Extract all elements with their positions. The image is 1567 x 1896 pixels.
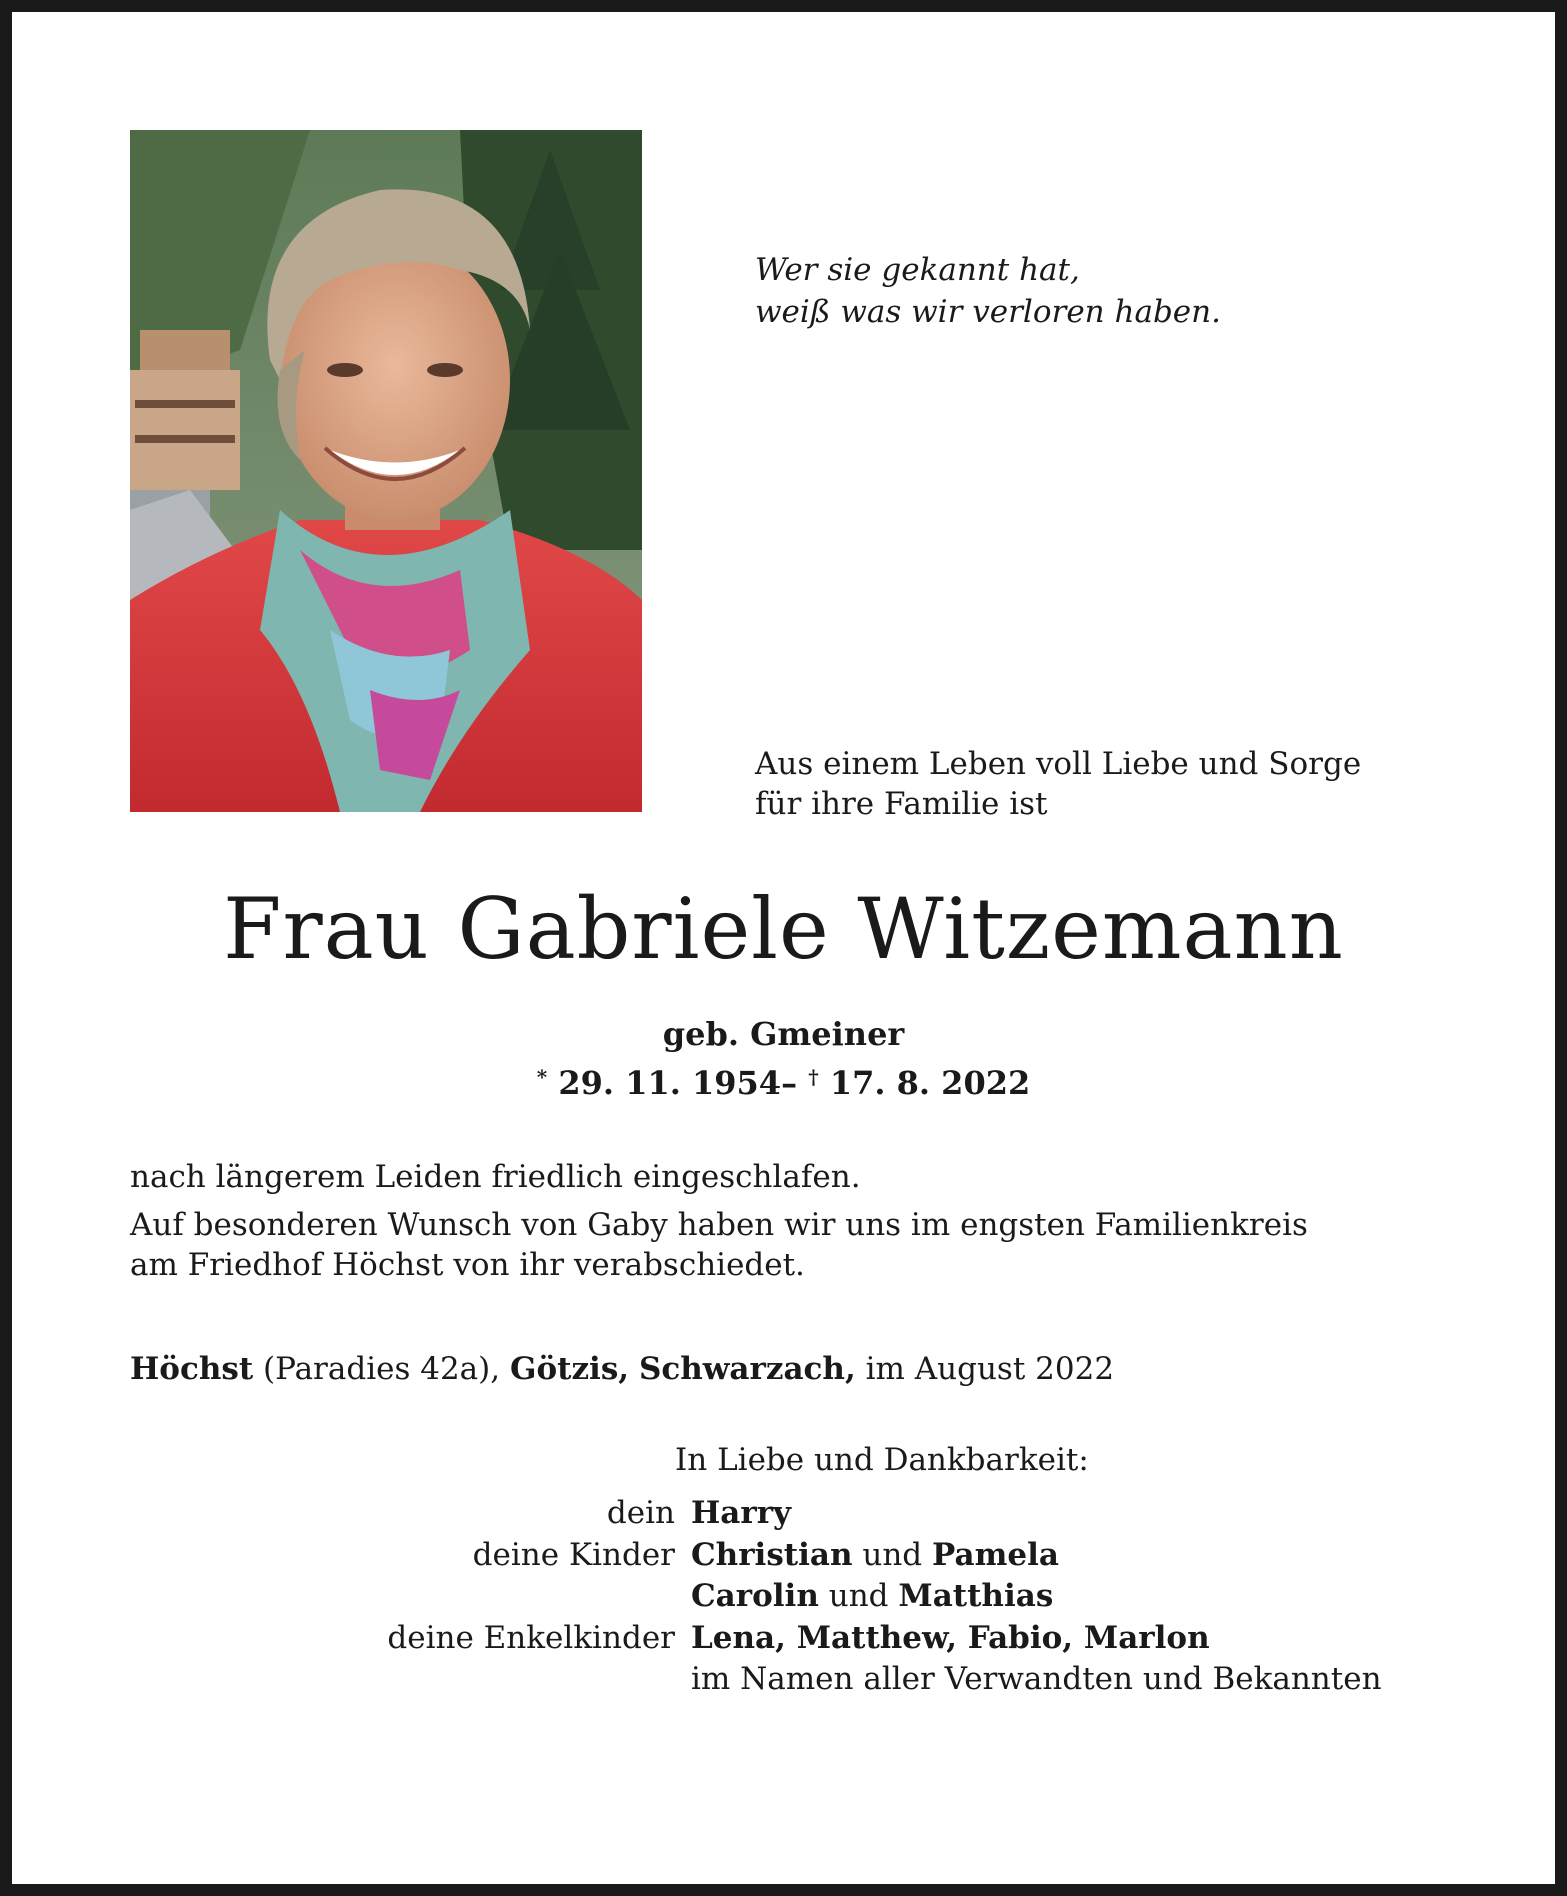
family-conjunction: und: [828, 1578, 889, 1615]
family-name: Lena, Matthew, Fabio, Marlon: [691, 1619, 1210, 1656]
family-list: [130, 1493, 1550, 1701]
portrait-image: [130, 130, 642, 812]
family-relation: [130, 1576, 675, 1618]
family-row: [130, 1576, 1550, 1618]
family-relation: deine Kinder: [472, 1536, 675, 1573]
portrait-photo: [130, 130, 642, 812]
family-name: Carolin: [691, 1578, 819, 1615]
family-row: [130, 1618, 1550, 1660]
body-text: [130, 1157, 1308, 1285]
death-date: 17. 8. 2022: [829, 1064, 1031, 1102]
maiden-name: geb. Gmeiner: [662, 1015, 905, 1053]
place-and-date: [130, 1349, 1114, 1389]
intro-text: [755, 744, 1361, 824]
memorial-quote: [755, 249, 1221, 333]
family-name: Matthias: [898, 1578, 1054, 1615]
family-row: [130, 1535, 1550, 1577]
body-line-1: nach längerem Leiden friedlich eingeschlafen.: [130, 1159, 861, 1195]
place-town-3: Schwarzach,: [638, 1351, 856, 1387]
date-dash: –: [781, 1064, 798, 1102]
body-line-3: am Friedhof Höchst von ihr verabschiedet.: [130, 1247, 805, 1283]
place-address: (Paradies 42a),: [263, 1351, 501, 1387]
deceased-name: Frau Gabriele Witzemann: [223, 880, 1344, 978]
intro-line-2: für ihre Familie ist: [755, 786, 1048, 822]
family-row: [130, 1493, 1550, 1535]
intro-line-1: Aus einem Leben voll Liebe und Sorge: [755, 746, 1362, 782]
family-name: Christian: [691, 1536, 853, 1573]
family-name: Harry: [691, 1495, 792, 1531]
place-date: im August 2022: [865, 1351, 1115, 1387]
death-symbol: †: [808, 1065, 819, 1089]
birth-date: 29. 11. 1954: [558, 1064, 782, 1102]
family-relation: dein: [606, 1495, 675, 1531]
thanks-line: In Liebe und Dankbarkeit:: [675, 1442, 1089, 1478]
family-conjunction: und: [862, 1536, 923, 1573]
family-name: Pamela: [932, 1536, 1059, 1573]
quote-line-2: weiß was wir verloren haben.: [755, 294, 1221, 330]
family-row: [130, 1659, 1550, 1701]
quote-line-1: Wer sie gekannt hat,: [755, 252, 1080, 288]
place-town-1: Höchst: [130, 1351, 254, 1387]
family-relation: deine Enkelkinder: [387, 1619, 675, 1656]
life-dates: [12, 1057, 1555, 1103]
birth-symbol: *: [536, 1065, 548, 1089]
family-closing: im Namen aller Verwandten und Bekannten: [691, 1661, 1382, 1698]
body-line-2: Auf besonderen Wunsch von Gaby haben wir uns im engsten Familienkreis: [130, 1207, 1308, 1243]
place-town-2: Götzis,: [509, 1351, 630, 1387]
